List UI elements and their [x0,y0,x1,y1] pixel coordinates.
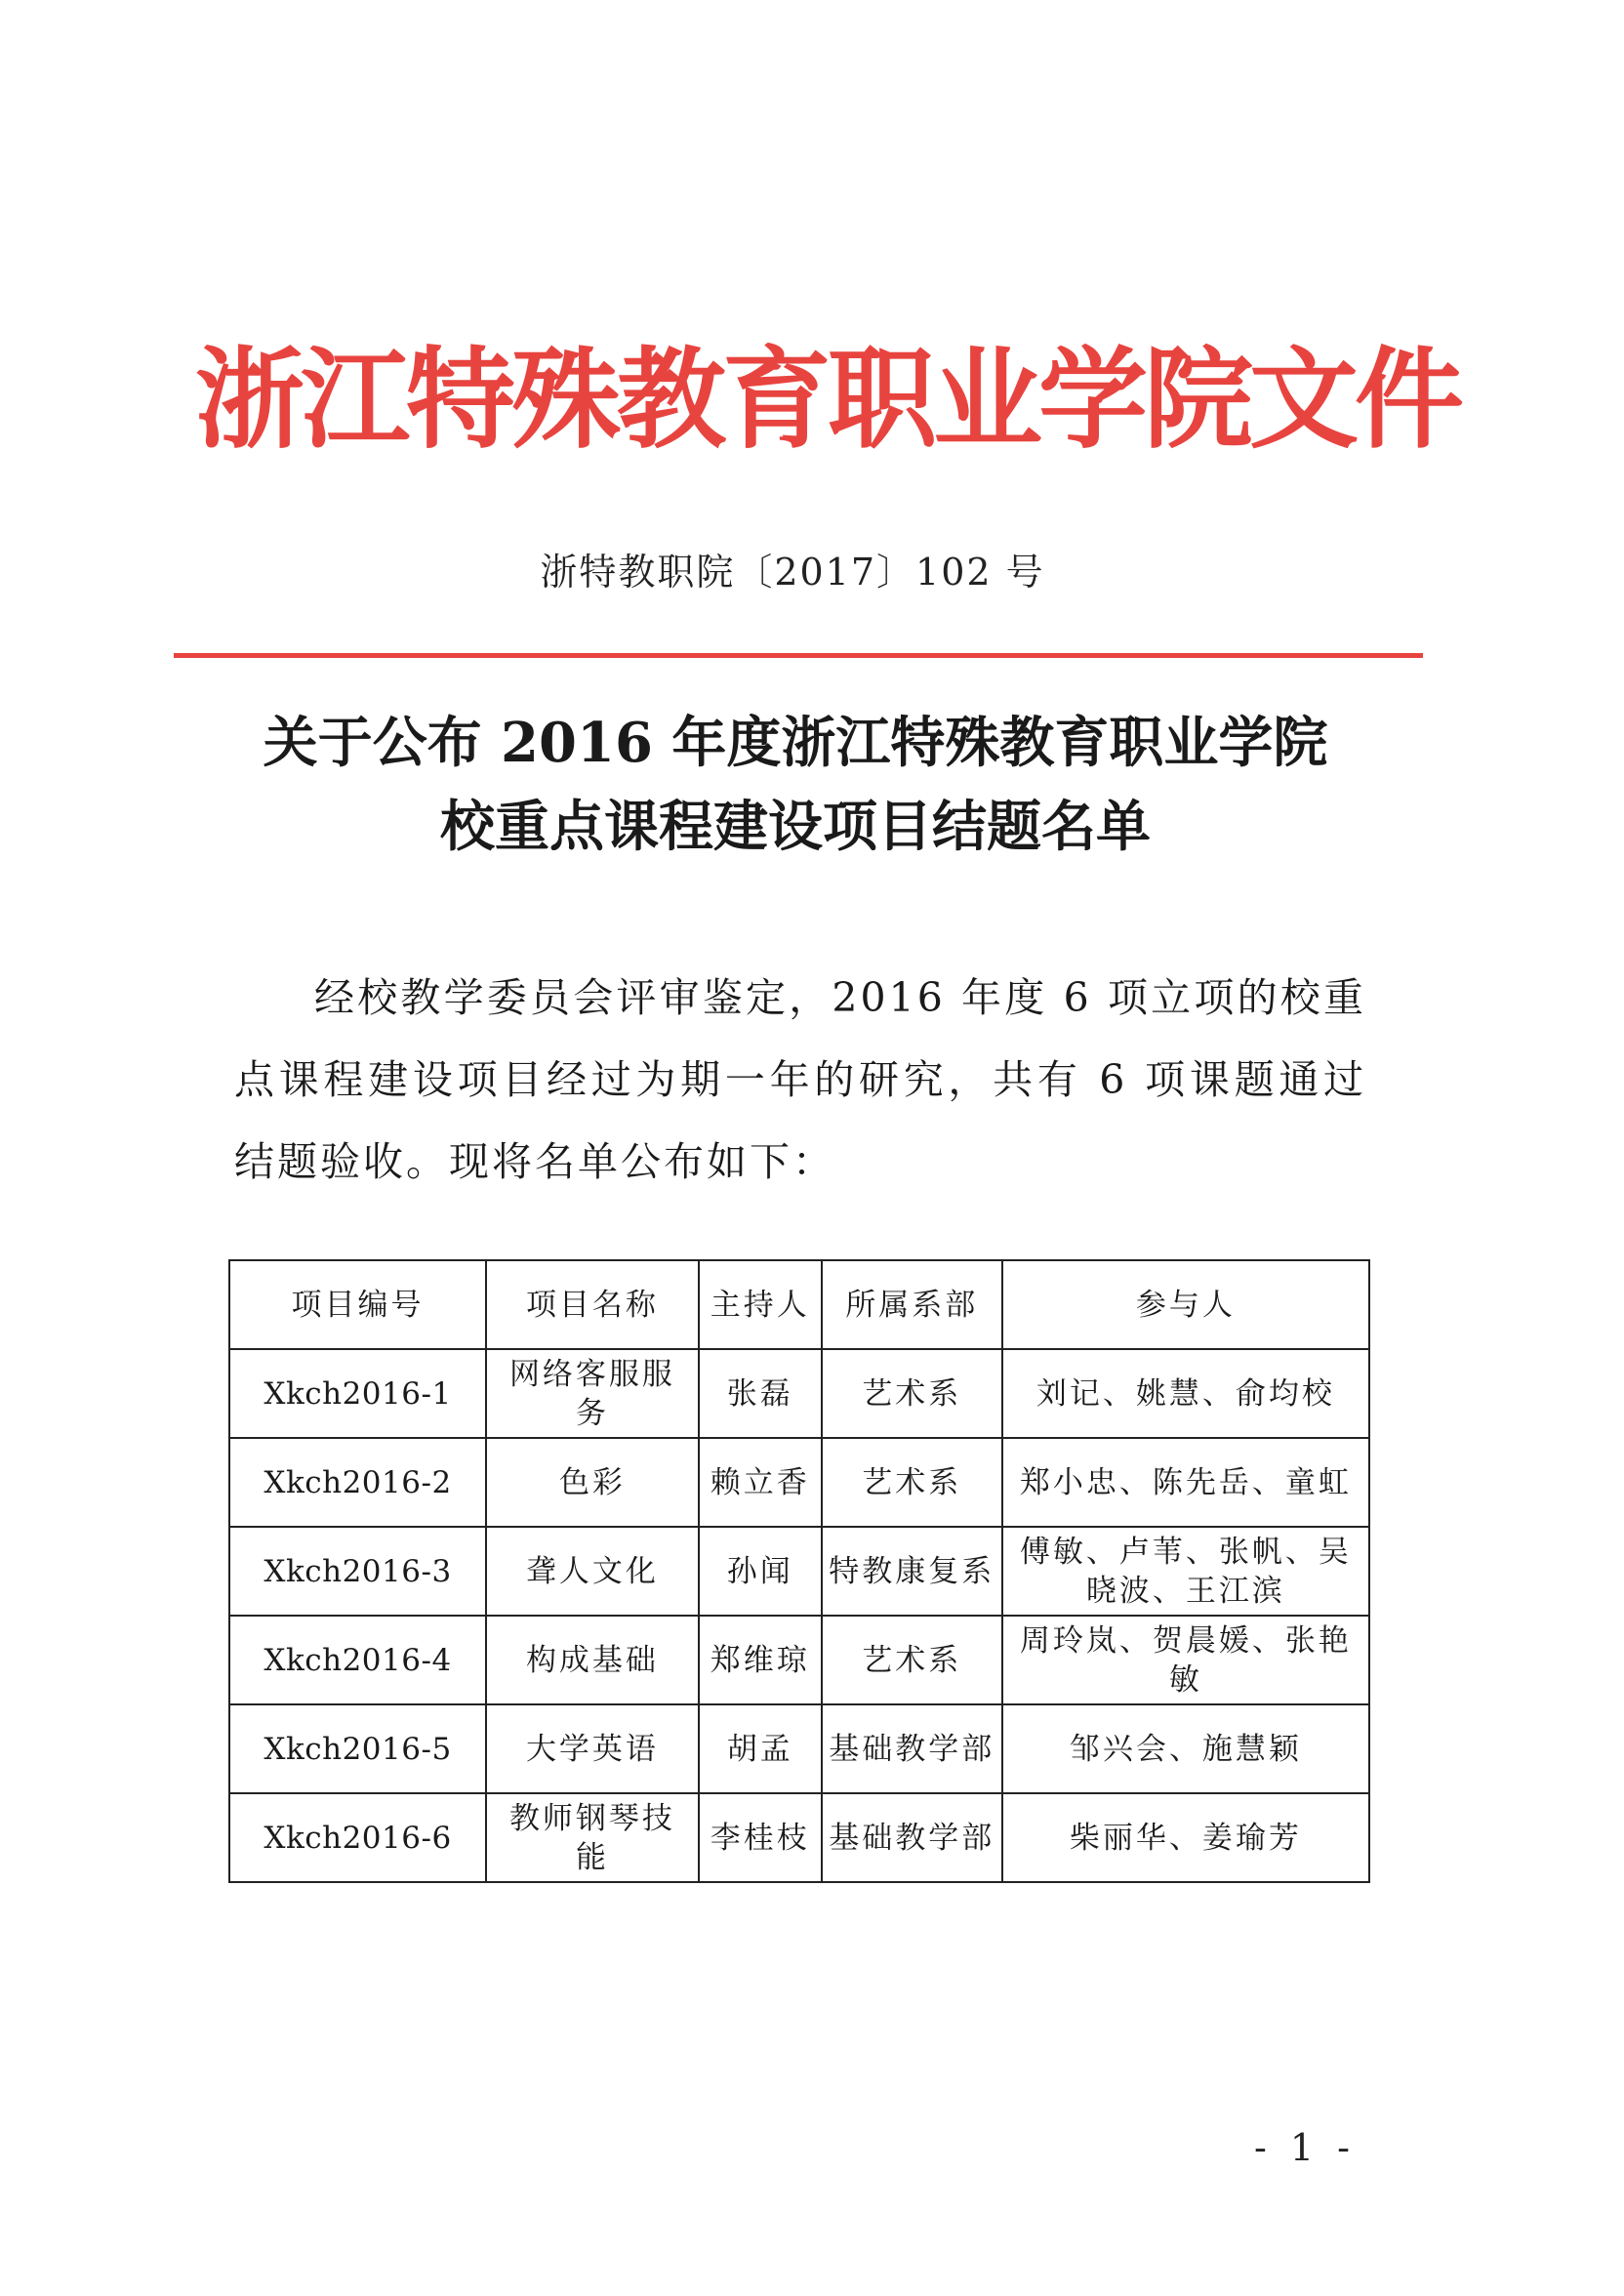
document-title-line-1: 关于公布 2016 年度浙江特殊教育职业学院 [263,711,1328,775]
cell-participants: 刘记、姚慧、俞均校 [1002,1349,1369,1438]
cell-project-code: Xkch2016-1 [229,1349,486,1438]
cell-host: 胡孟 [699,1704,822,1793]
cell-department: 特教康复系 [822,1527,1002,1616]
cell-project-code: Xkch2016-4 [229,1616,486,1704]
document-title-line-2: 校重点课程建设项目结题名单 [440,795,1151,859]
header-participants: 参与人 [1002,1260,1369,1349]
table-row [229,1616,1369,1704]
cell-participants: 周玲岚、贺晨媛、张艳敏 [1002,1616,1369,1704]
table-row [229,1527,1369,1616]
cell-participants: 郑小忠、陈先岳、童虹 [1002,1438,1369,1527]
cell-project-name: 大学英语 [486,1704,699,1793]
cell-department: 基础教学部 [822,1793,1002,1882]
header-project-name: 项目名称 [486,1260,699,1349]
cell-department: 艺术系 [822,1349,1002,1438]
document-number: 浙特教职院〔2017〕102 号 [540,551,1045,594]
table-row [229,1793,1369,1882]
cell-project-code: Xkch2016-3 [229,1527,486,1616]
document-header-title: 浙江特殊教育职业学院文件 [195,336,1460,464]
cell-department: 艺术系 [822,1438,1002,1527]
cell-department: 艺术系 [822,1616,1002,1704]
cell-participants: 邹兴会、施慧颖 [1002,1704,1369,1793]
cell-project-code: Xkch2016-2 [229,1438,486,1527]
table-row [229,1704,1369,1793]
red-divider [174,653,1423,658]
body-text [234,957,1366,1203]
cell-host: 郑维琼 [699,1616,822,1704]
table-header-row [229,1260,1369,1349]
header-project-code: 项目编号 [229,1260,486,1349]
document-title [195,701,1396,869]
body-paragraph: 经校教学委员会评审鉴定，2016 年度 6 项立项的校重点课程建设项目经过为期一年的研究，共有 6 项课题通过结题验收。现将名单公布如下： [234,974,1366,1185]
cell-project-name: 教师钢琴技能 [486,1793,699,1882]
cell-department: 基础教学部 [822,1704,1002,1793]
cell-host: 张磊 [699,1349,822,1438]
header-host: 主持人 [699,1260,822,1349]
cell-project-code: Xkch2016-5 [229,1704,486,1793]
cell-project-name: 网络客服服务 [486,1349,699,1438]
table-row [229,1349,1369,1438]
header-department: 所属系部 [822,1260,1002,1349]
cell-project-code: Xkch2016-6 [229,1793,486,1882]
cell-project-name: 聋人文化 [486,1527,699,1616]
cell-project-name: 构成基础 [486,1616,699,1704]
cell-participants: 柴丽华、姜瑜芳 [1002,1793,1369,1882]
project-table [228,1259,1370,1883]
cell-participants: 傅敏、卢苇、张帆、吴晓波、王江滨 [1002,1527,1369,1616]
page-number: - 1 - [1254,2126,1357,2169]
cell-host: 孙闻 [699,1527,822,1616]
cell-project-name: 色彩 [486,1438,699,1527]
table-row [229,1438,1369,1527]
cell-host: 赖立香 [699,1438,822,1527]
cell-host: 李桂枝 [699,1793,822,1882]
